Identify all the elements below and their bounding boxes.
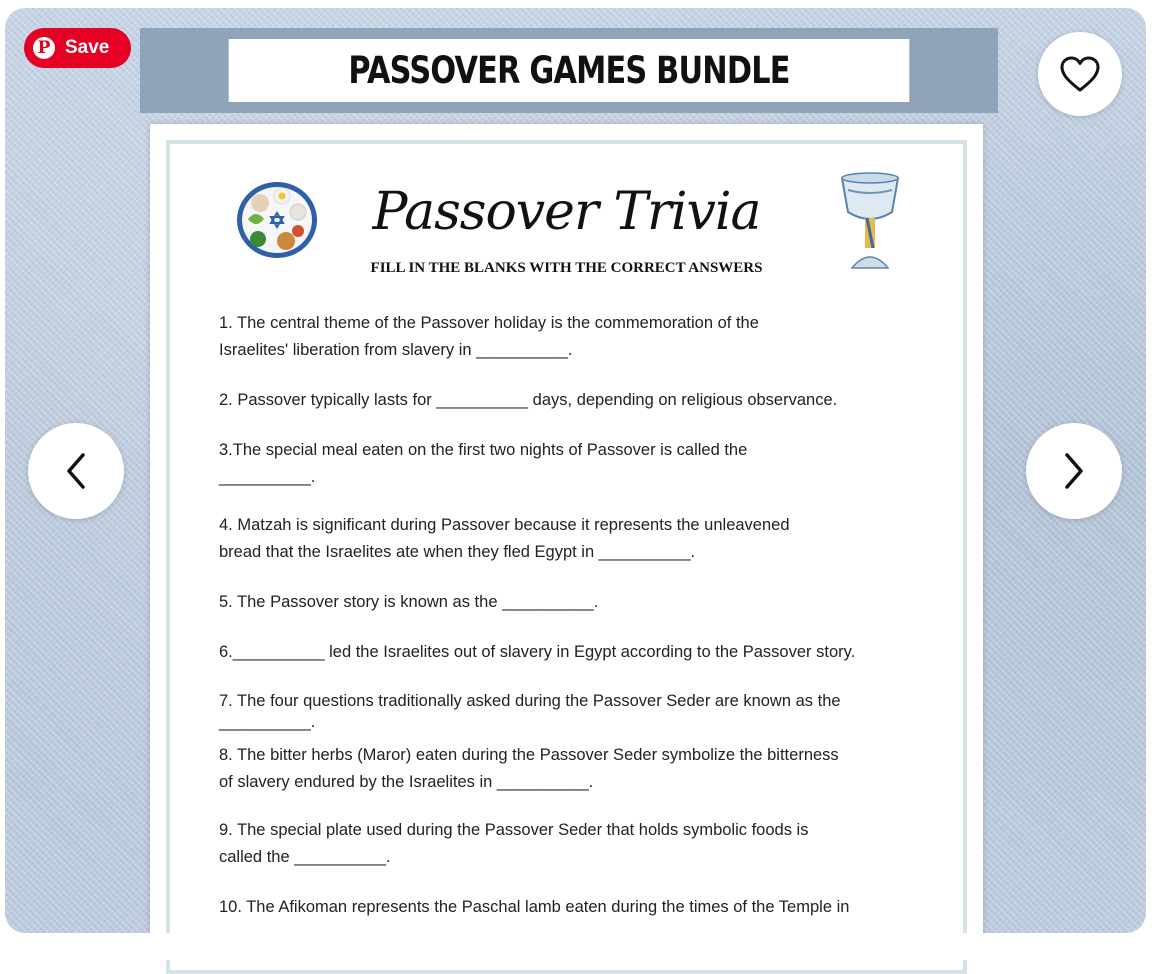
question-1: 1. The central theme of the Passover holiday is the commemoration of the Israelites' liberation from slavery in __________. bbox=[219, 314, 759, 359]
previous-image-button[interactable] bbox=[28, 423, 124, 519]
chevron-left-icon bbox=[61, 451, 91, 491]
worksheet-title: Passover Trivia bbox=[372, 182, 761, 242]
worksheet-subtitle: FILL IN THE BLANKS WITH THE CORRECT ANSWERS bbox=[370, 260, 763, 276]
question-5: 5. The Passover story is known as the __________. bbox=[219, 593, 599, 611]
trivia-worksheet bbox=[150, 124, 983, 954]
question-7: 7. The four questions traditionally asked during the Passover Seder are known as the __________. bbox=[219, 692, 841, 731]
question-2: 2. Passover typically lasts for __________ days, depending on religious observance. bbox=[219, 391, 838, 409]
question-6: 6.__________ led the Israelites out of slavery in Egypt according to the Passover story. bbox=[219, 643, 856, 661]
page-background bbox=[0, 933, 1156, 960]
title-banner bbox=[140, 28, 998, 113]
save-label: Save bbox=[65, 37, 110, 58]
pinterest-save-button[interactable] bbox=[24, 28, 131, 68]
question-10: 10. The Afikoman represents the Paschal lamb eaten during the times of the Temple in bbox=[219, 898, 850, 916]
heart-icon bbox=[1059, 55, 1101, 93]
next-image-button[interactable] bbox=[1026, 423, 1122, 519]
favorite-button[interactable] bbox=[1038, 32, 1122, 116]
question-3: 3.The special meal eaten on the first two nights of Passover is called the __________. bbox=[219, 441, 748, 486]
pinterest-icon: P bbox=[33, 37, 55, 59]
question-4: 4. Matzah is significant during Passover because it represents the unleavened bread that the Israelites ate when they fled Egypt in __________. bbox=[219, 516, 790, 561]
question-9: 9. The special plate used during the Passover Seder that holds symbolic foods is called the __________. bbox=[219, 821, 809, 866]
chevron-right-icon bbox=[1059, 451, 1089, 491]
question-8: 8. The bitter herbs (Maror) eaten during the Passover Seder symbolize the bitterness of slavery endured by the Israelites in __________. bbox=[219, 746, 839, 791]
banner-title: PASSOVER GAMES BUNDLE bbox=[229, 39, 910, 102]
